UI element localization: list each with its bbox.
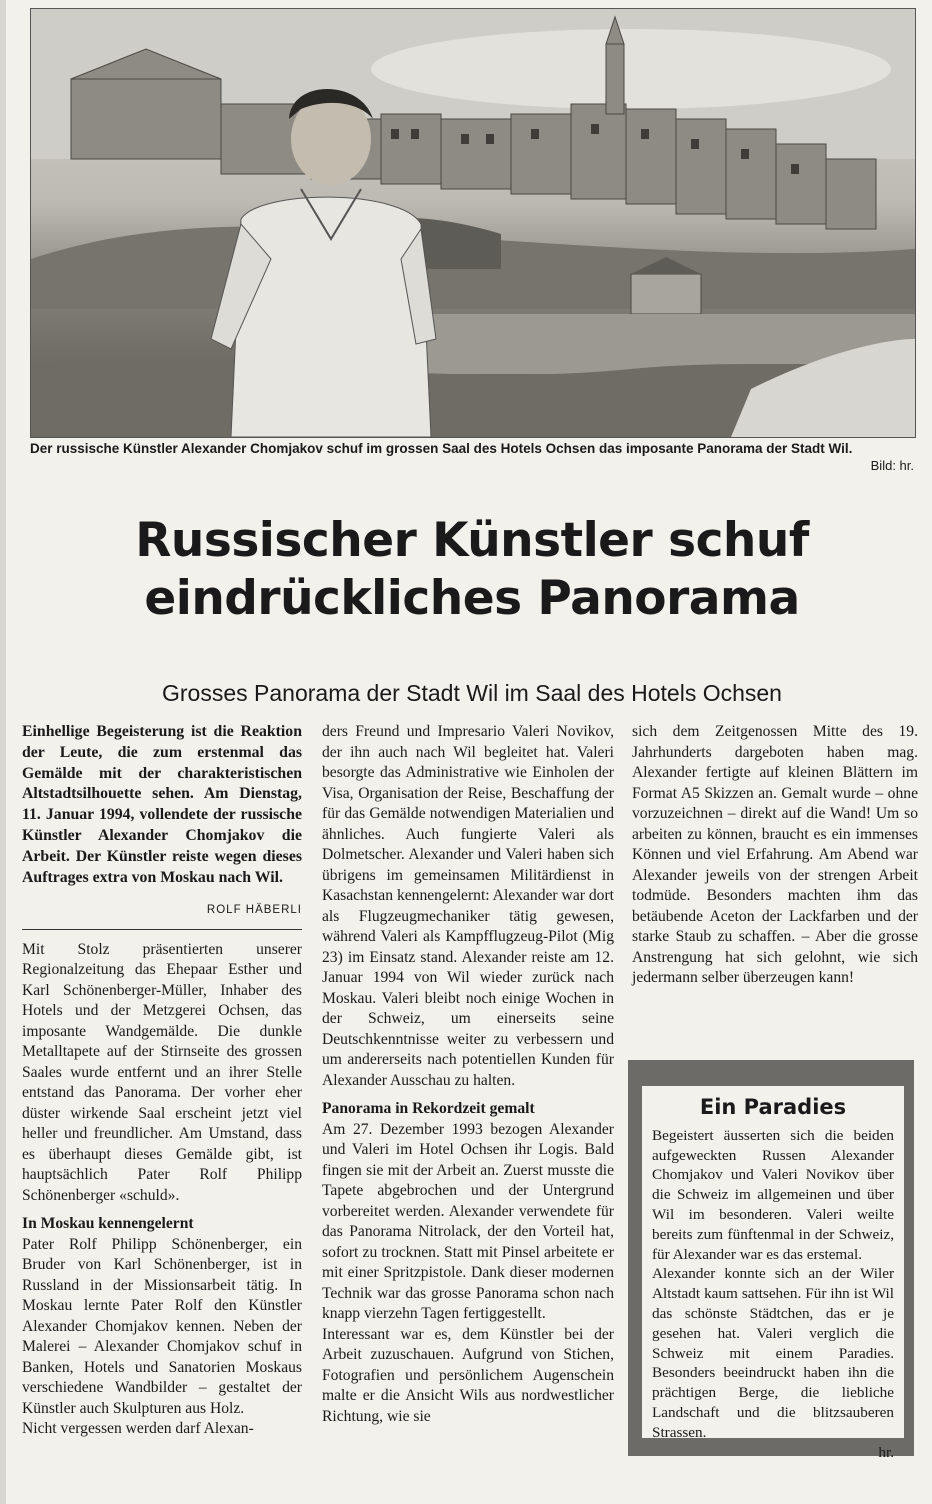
panorama-illustration [31,9,915,437]
headline-line-1: Russischer Künstler schuf [135,513,809,568]
body-paragraph: Mit Stolz präsentierten unserer Regionalzeitung das Ehepaar Esther und Karl Schönenberger-Müller, Inhaber des Hotels und der Metzgerei Ochsen, das imposante Wandgemälde. Die dunkle Metalltapete auf der Stirnseite des grossen Saales wurde entfernt und an ihrer Stelle entstand das Panorama. Der vorher eher düster wirkende Saal erscheint jetzt viel heller und freundlicher. Am Umstand, dass es überhaupt dieses Gemälde gibt, ist hauptsächlich Pater Rolf Philipp Schönenberger «schuld». [22,940,302,1204]
column-2 [322,722,614,1427]
photo-caption: Der russische Künstler Alexander Chomjakov schuf im grossen Saal des Hotels Ochsen das imposante Panorama der Stadt Wil. [30,441,853,456]
body-paragraph: Pater Rolf Philipp Schönenberger, ein Bruder von Karl Schönenberger, ist in Russland in der Missionsarbeit tätig. In Moskau lernte Pater Rolf den Künstler Alexander Chomjakov kennen. Neben der Malerei – Alexander Chomjakov schuf in Banken, Hotels und Sanatorien Moskaus verschiedene Wandbilder – gestaltet der Künstler auch Skulpturen aus Holz. [22,1235,302,1417]
subtitle: Grosses Panorama der Stadt Wil im Saal des Hotels Ochsen [162,680,782,706]
sidebar-content [642,1086,904,1461]
headline [30,512,914,628]
subheading: Panorama in Rekordzeit gemalt [322,1100,535,1117]
column-3 [632,722,918,989]
column-1 [22,722,302,1440]
sidebar-signature: hr. [878,1443,894,1461]
byline: ROLF HÄBERLI [22,900,302,930]
body-paragraph: Nicht vergessen werden darf Alexan- [22,1420,254,1438]
sidebar-box [628,1060,914,1461]
sidebar-paragraph: Begeistert äusserten sich die beiden aufgeweckten Russen Alexander Chomjakov und Valeri Novikov über die Schweiz im allgemeinen und über Wil im besonderen. Valeri weilte bereits zum fünftenmal in der Schweiz, für Alexander war es das erstemal. [652,1126,894,1263]
body-paragraph: Interessant war es, dem Künstler bei der Arbeit zuzuschauen. Aufgrund von Stichen, Fotografien und persönlichem Augenschein malte er die Ansicht Wils aus nordwestlicher Richtung, wie sie [322,1325,614,1425]
article-photo [30,8,916,438]
lead-paragraph: Einhellige Begeisterung ist die Reaktion der Leute, die zum erstenmal das Gemälde mit der charakteristischen Altstadtsilhouette sehen. Am Dienstag, 11. Januar 1994, vollendete der russische Künstler Alexander Chomjakov die Arbeit. Der Künstler reiste wegen dieses Auftrages extra von Moskau nach Wil. [22,723,302,886]
subheading: In Moskau kennengelernt [22,1215,194,1233]
body-paragraph: sich dem Zeitgenossen Mitte des 19. Jahrhunderts dargeboten haben mag. Alexander fertigte auf kleinen Blättern im Format A5 Skizzen an. Gemalt wurde – ohne vorzuzeichnen – direkt auf die Wand! Um so arbeiten zu können, braucht es ein immenses Können und viel Erfahrung. Am Abend war Alexander jeweils von der strengen Arbeit todmüde. Besonders machten ihm das betäubende Aceton der Lackfarben und der starke Staub zu schaffen. – Aber die grosse Anstrengung hat sich gelohnt, wie sich jedermann selber überzeugen kann! [632,723,918,986]
body-paragraph: Am 27. Dezember 1993 bezogen Alexander und Valeri im Hotel Ochsen ihr Logis. Bald fingen sie mit der Arbeit an. Zuerst musste die Tapete abgebrochen und der Untergrund vorbereitet werden. Alexander verwendete für das Panorama Nitrolack, der den Vorteil hat, sofort zu trocknen. Statt mit Pinsel arbeitete er mit einer Spritzpistole. Dank dieser modernen Technik war das grosse Panorama schon nach knapp vierzehn Tagen fertiggestellt. [322,1120,614,1322]
sidebar-title: Ein Paradies [699,1095,847,1119]
body-paragraph: ders Freund und Impresario Valeri Novikov, der ihn auch nach Wil begleitet hat. Valeri besorgte das Administrative wie Einholen der Visa, Organisation der Reise, Beschaffung der für das Gemälde notwendigen Materialien und ähnliches. Auch fungierte Valeri als Dolmetscher. Alexander und Valeri haben sich übrigens im gemeinsamen Militärdienst in Kasachstan kennengelernt: Alexander war dort als Flugzeugmechaniker tätig gewesen, während Valeri als Kampfflugzeug-Pilot (Mig 23) im Einsatz stand. Alexander reiste am 12. Januar 1994 von Wil wieder zurück nach Moskau. Valeri bleibt noch einige Wochen in der Schweiz, um einerseits seine Deutschkenntnisse weiter zu verbessern und um andererseits nach potentiellen Kunden für Alexander Ausschau zu halten. [322,723,614,1089]
sidebar-paragraph: Alexander konnte sich an der Wiler Altstadt kaum sattsehen. Für ihn ist Wil das schönste Städtchen, das er je gesehen hat. Valeri verglich die Schweiz mit einem Paradies. Besonders beeindruckt haben ihn die prächtigen Berge, die liebliche Landschaft und die blitzsauberen Strassen. [652,1265,894,1441]
headline-line-2: eindrückliches Panorama [144,571,800,626]
scan-edge [0,0,6,1504]
photo-credit: Bild: hr. [870,458,914,473]
